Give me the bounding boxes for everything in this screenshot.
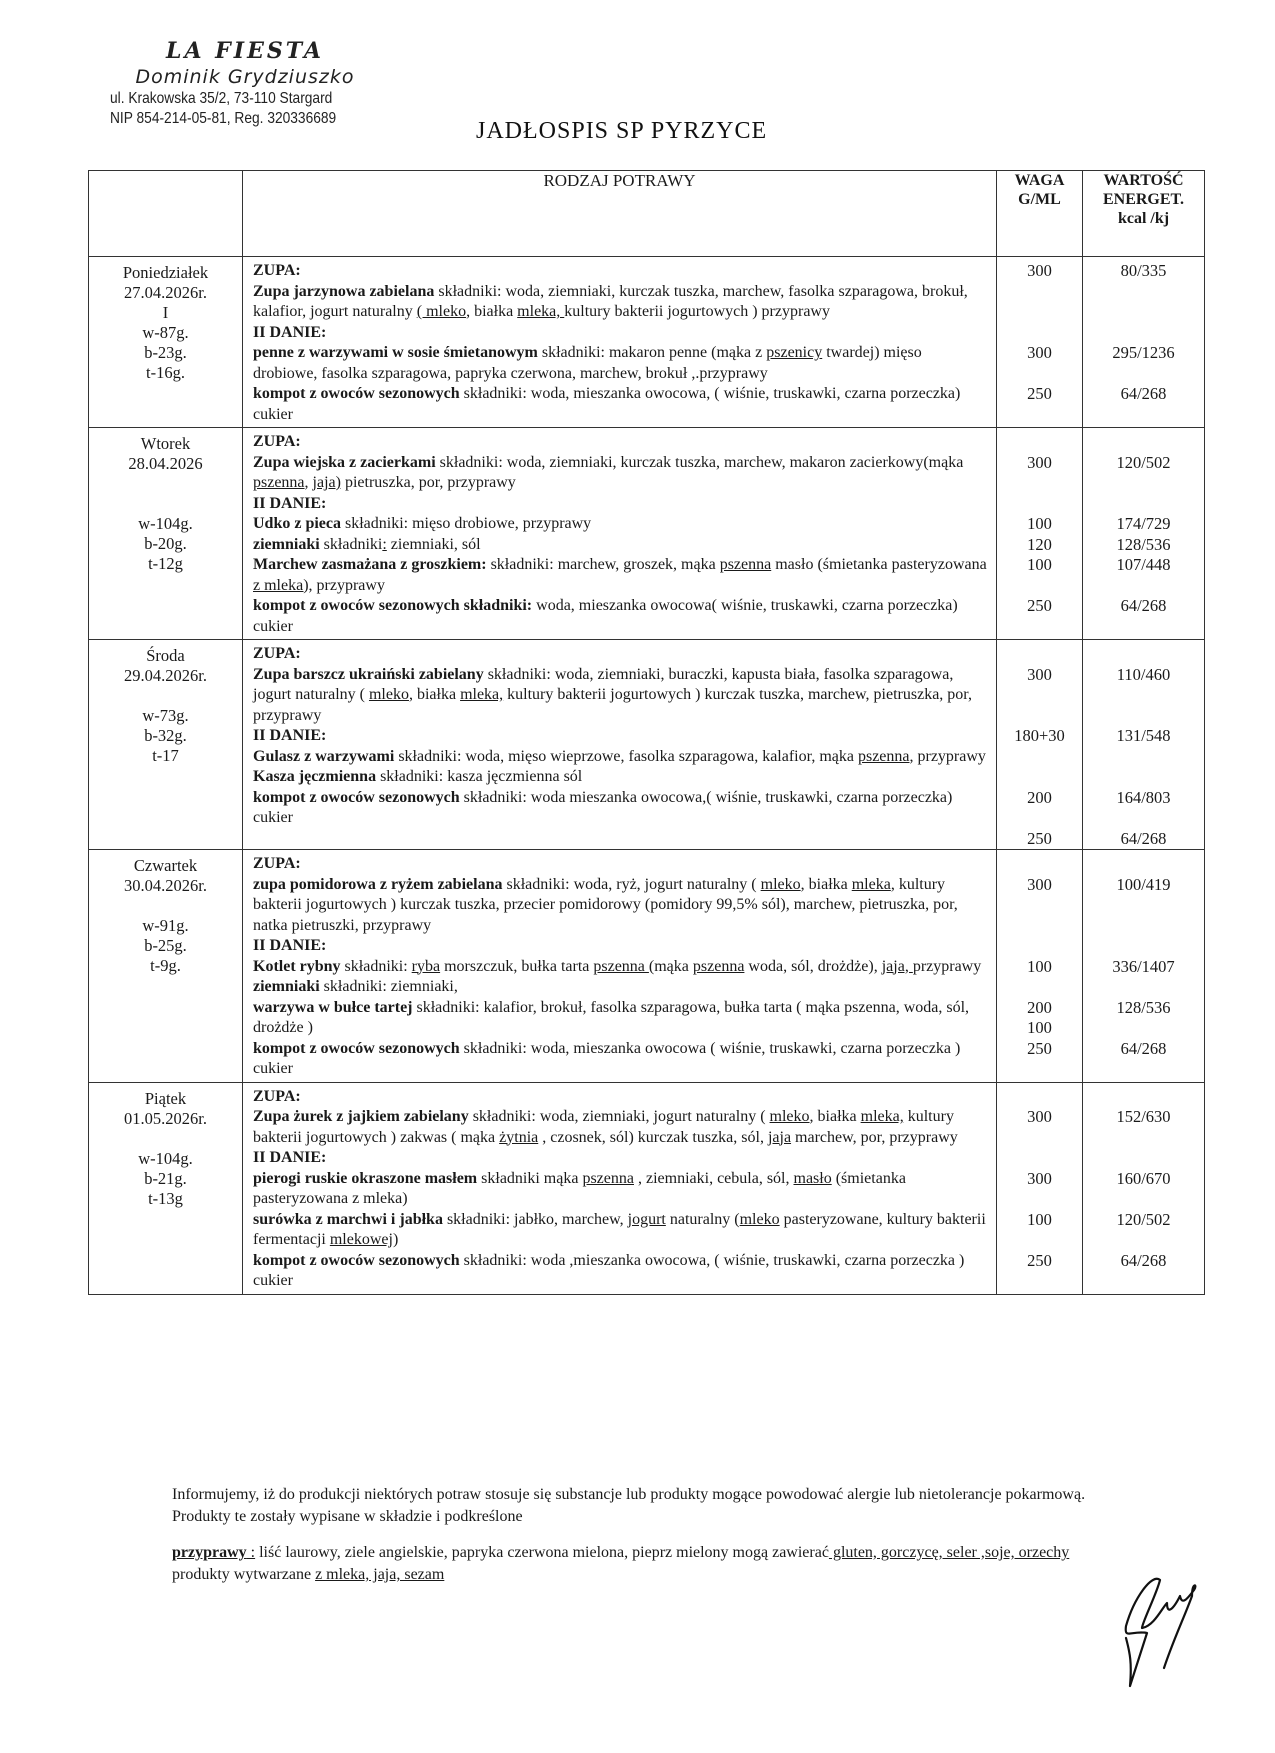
weight-value: 200 (1027, 787, 1052, 807)
day-info-line: t-12g (148, 554, 183, 573)
energy-value: 120/502 (1116, 1209, 1171, 1229)
dish-name: Marchew zasmażana z groszkiem: (253, 556, 487, 573)
dish-item (253, 767, 988, 788)
ingredients: kultury bakterii jogurtowych ) przyprawy (564, 303, 830, 320)
ingredients: , białka (809, 1108, 861, 1125)
energy-value (1083, 644, 1204, 665)
allergen: jaja (767, 1128, 792, 1146)
weight-value (997, 323, 1082, 344)
allergen: mleko (760, 875, 801, 893)
day-info-cell (89, 850, 243, 1083)
day-info-line: w-104g. (138, 514, 193, 533)
dish-item (253, 1251, 988, 1292)
menu-body (89, 257, 1205, 1295)
allergen: jaja, (881, 957, 913, 975)
day-row (89, 1082, 1205, 1294)
dish-item (253, 384, 988, 425)
allergen-footer (172, 1484, 1092, 1600)
energy-value: 160/670 (1116, 1168, 1171, 1188)
day-info-line: 27.04.2026r. (124, 283, 207, 302)
energy-value (1083, 576, 1204, 597)
company-address: ul. Krakowska 35/2, 73-110 Stargard (110, 90, 333, 107)
day-info-line: Środa (146, 646, 185, 665)
dish-name: kompot z owoców sezonowych (253, 1039, 460, 1057)
weight-value (997, 916, 1082, 937)
energy-value (1083, 854, 1204, 875)
spices-colon: : (246, 1544, 256, 1561)
dish-name: Gulasz z warzywami (253, 747, 395, 765)
dish-name: penne z warzywami w sosie śmietanowym (253, 344, 538, 361)
ingredients: składniki: ziemniaki, (319, 978, 458, 995)
weight-value (997, 494, 1082, 515)
day-info-line: t-13g (148, 1188, 183, 1208)
dish-name: kompot z owoców sezonowych składniki: (253, 597, 533, 614)
header-weight-line: WAGA (1014, 172, 1065, 189)
ingredients: ) (392, 1231, 399, 1248)
course-heading: ZUPA: (253, 645, 301, 662)
weight-value (997, 1087, 1082, 1108)
ingredients: (mąka (648, 957, 693, 975)
allergen: jaja) (312, 474, 341, 491)
ingredients: przyprawy (312, 576, 385, 594)
day-info-line: 01.05.2026r. (124, 1108, 207, 1128)
dish-name: Kasza jęczmienna (253, 768, 377, 785)
ingredients: składniki: woda, mieszanka owocowa ( wiśnie, truskawki, czarna porzeczka ) cukier (253, 1039, 961, 1077)
weight-value (997, 302, 1082, 323)
energy-value: 64/268 (1120, 1038, 1167, 1058)
ingredients: składniki: woda, ziemniaki, kurczak tuszka, marchew, fasolka szparagowa, brokuł, kalafior, jogurt naturalny (253, 282, 968, 320)
energy-value (1083, 494, 1204, 515)
course-heading: ZUPA: (253, 433, 301, 450)
owner-name: Dominik Grydziuszko (135, 66, 355, 88)
table-header-row (89, 171, 1205, 257)
ingredients: składniki: woda, ziemniaki, buraczki, kapusta biała, fasolka szparagowa, jogurt naturalny ( (253, 665, 954, 703)
energy-cell (1083, 257, 1205, 428)
weight-value (997, 644, 1082, 665)
day-info-line (89, 474, 242, 494)
weight-value (997, 432, 1082, 453)
energy-cell (1083, 850, 1205, 1083)
ingredients: woda, sól, drożdże), (744, 957, 882, 975)
course-heading: ZUPA: (253, 1087, 301, 1105)
energy-value (1083, 432, 1204, 453)
dish-item (253, 788, 988, 829)
energy-value: 64/268 (1120, 596, 1167, 615)
course-heading: II DANIE: (253, 1149, 327, 1166)
weight-value (997, 1230, 1082, 1251)
dish-name: Zupa żurek z jajkiem zabielany (253, 1108, 469, 1125)
dish-item (253, 998, 988, 1039)
day-row (89, 257, 1205, 428)
weight-value (997, 1189, 1082, 1210)
course-heading: ZUPA: (253, 855, 301, 872)
allergen: pszenicy (766, 344, 823, 361)
dish-name: pierogi ruskie okraszone masłem (253, 1169, 478, 1187)
dish-cell (243, 850, 997, 1083)
dish-cell (243, 257, 997, 428)
header-energy (1083, 171, 1205, 257)
energy-value (1083, 895, 1204, 916)
allergen: mlekowej (329, 1231, 393, 1248)
weight-value: 100 (1027, 514, 1052, 533)
spices-note (172, 1542, 1092, 1586)
weight-value (997, 685, 1082, 706)
ingredients: składniki: marchew, groszek, mąka (486, 556, 720, 573)
ingredients: składniki: woda, ryż, jogurt naturalny ( (502, 875, 761, 893)
energy-value (1083, 282, 1204, 303)
dish-item (253, 453, 988, 494)
energy-value (1083, 808, 1204, 829)
day-info-line: b-25g. (144, 936, 187, 955)
energy-value (1083, 747, 1204, 768)
energy-value: 336/1407 (1112, 956, 1175, 976)
day-row (89, 850, 1205, 1083)
course-heading: ZUPA: (253, 262, 301, 279)
day-info-line: b-21g. (144, 1168, 187, 1188)
allergen: mleka, (460, 686, 504, 703)
allergen: mleka, (860, 1108, 904, 1125)
ingredients: masło (śmietanka pasteryzowana (771, 556, 987, 573)
company-stamp (110, 38, 380, 128)
weight-value: 100 (1027, 1209, 1052, 1229)
day-info-line: Piątek (144, 1088, 187, 1108)
day-info-line (89, 494, 242, 514)
weight-value (997, 895, 1082, 916)
energy-value: 164/803 (1116, 787, 1171, 807)
day-info-cell (89, 1082, 243, 1294)
day-info-line: w-91g. (142, 916, 189, 935)
allergen: pszenna (582, 1169, 634, 1187)
dish-item (253, 596, 988, 637)
weight-cell (997, 428, 1083, 640)
dish-item (253, 957, 988, 978)
course-heading: II DANIE: (253, 727, 327, 744)
day-info-line: 29.04.2026r. (124, 666, 207, 685)
weight-value: 300 (1027, 261, 1052, 280)
weight-value (997, 282, 1082, 303)
dish-item (253, 514, 988, 535)
ingredients: pietruszka, por, przyprawy (340, 474, 516, 491)
day-info-line: Czwartek (133, 856, 198, 875)
ingredients: pasteryzowane, kultury bakterii fermentacji (253, 1210, 986, 1248)
weight-value (997, 854, 1082, 875)
energy-value (1083, 1018, 1204, 1039)
day-info-line (89, 686, 242, 706)
day-info-line: b-32g. (144, 726, 187, 745)
ingredients: , ziemniaki, cebula, sól, (633, 1169, 794, 1187)
weight-cell (997, 257, 1083, 428)
dish-name: Udko z pieca (253, 515, 341, 532)
header-energy-line: ENERGET. (1102, 191, 1185, 208)
header-weight-line: G/ML (1018, 191, 1061, 208)
header-dish-type: RODZAJ POTRAWY (243, 171, 997, 257)
header-energy-line: WARTOŚĆ (1103, 172, 1184, 189)
ingredients: składniki: woda ,mieszanka owocowa, ( wiśnie, truskawki, czarna porzeczka ) cukier (253, 1251, 965, 1289)
dish-name: ziemniaki (253, 535, 320, 553)
ingredients: przyprawy (912, 957, 982, 975)
weight-cell (997, 1082, 1083, 1294)
energy-value (1083, 1148, 1204, 1169)
weight-value (997, 808, 1082, 829)
ingredients: marchew, por, przyprawy (791, 1128, 958, 1146)
header-energy-line: kcal /kj (1117, 210, 1170, 227)
ingredients: składniki mąka (477, 1169, 583, 1187)
energy-value (1083, 916, 1204, 937)
ingredients: twardej) mięso drobiowe, fasolka szparagowa, papryka czerwona, marchew, brokuł ,.przyprawy (253, 344, 922, 382)
day-info-line: b-23g. (144, 343, 187, 362)
ingredients: kultury bakterii jogurtowych ) kurczak tuszka, marchew, pietruszka, por, przyprawy (253, 686, 972, 724)
header-weight (997, 171, 1083, 257)
energy-value (1083, 364, 1204, 385)
energy-value (1083, 1128, 1204, 1149)
weight-cell (997, 640, 1083, 850)
energy-value: 128/536 (1116, 997, 1171, 1017)
ingredients: ziemniaki, sól (386, 535, 481, 553)
allergen: : (382, 535, 387, 553)
energy-value: 64/268 (1120, 384, 1167, 403)
weight-cell (997, 850, 1083, 1083)
weight-value: 100 (1027, 956, 1052, 976)
ingredients: składniki: woda, mieszanka owocowa, ( wiśnie, truskawki, czarna porzeczka) cukier (253, 385, 961, 423)
ingredients: , białka (466, 303, 518, 320)
weight-value (997, 576, 1082, 597)
energy-value: 100/419 (1116, 874, 1171, 894)
weight-value: 250 (1027, 1038, 1052, 1058)
energy-value: 174/729 (1116, 514, 1171, 533)
energy-value (1083, 1087, 1204, 1108)
day-info-line: 28.04.2026 (128, 454, 203, 473)
allergen: pszenna (857, 747, 910, 765)
allergen-notice: Informujemy, iż do produkcji niektórych potraw stosuje się substancje lub produkty mogące powodować alergie lub nietolerancje pokarmową. Produkty te zostały wypisane w składzie i podkreślone (172, 1486, 1086, 1525)
weight-value: 200 (1027, 997, 1052, 1017)
dish-item (253, 665, 988, 727)
allergen: pszenna (253, 474, 305, 491)
ingredients: składniki: woda, ziemniaki, jogurt naturalny ( (468, 1108, 770, 1125)
day-info-line (89, 896, 242, 916)
weight-value (997, 473, 1082, 494)
allergen: ( mleko (416, 303, 467, 320)
dish-item (253, 1169, 988, 1210)
weight-value: 250 (1027, 1250, 1052, 1270)
energy-value: 131/548 (1116, 726, 1171, 745)
energy-value: 128/536 (1116, 534, 1171, 554)
energy-value (1083, 323, 1204, 344)
allergen: masło (793, 1169, 832, 1187)
energy-value: 295/1236 (1112, 343, 1175, 362)
ingredients: składniki: jabłko, marchew, (442, 1210, 628, 1228)
allergen: mleka, (517, 303, 565, 320)
dish-item (253, 535, 988, 556)
ingredients: woda, mieszanka owocowa( wiśnie, truskawki, czarna porzeczka) cukier (253, 597, 958, 635)
day-info-line (89, 1129, 242, 1149)
energy-value (1083, 1189, 1204, 1210)
allergens-list-2: z mleka, jaja, sezam (315, 1566, 445, 1583)
ingredients: kultury bakterii jogurtowych ) zakwas ( mąka (253, 1108, 954, 1146)
ingredients: , kultury bakterii jogurtowych ) kurczak tuszka, przecier pomidorowy (pomidory 99,5% sól), marchew, pietruszka, por, natka pietruszki, przyprawy (253, 875, 958, 934)
weight-value: 300 (1027, 1107, 1052, 1126)
allergen: mleka (851, 875, 891, 893)
weight-value: 100 (1027, 1018, 1052, 1037)
energy-value (1083, 706, 1204, 727)
energy-value: 107/448 (1116, 555, 1171, 574)
allergen: jogurt (627, 1210, 666, 1228)
day-info-line: w-87g. (142, 323, 189, 342)
energy-value: 80/335 (1120, 261, 1167, 280)
ingredients: naturalny ( (665, 1210, 740, 1228)
weight-value (997, 936, 1082, 957)
energy-cell (1083, 640, 1205, 850)
ingredients: składniki: kalafior, brokuł, fasolka szparagowa, bułka tarta ( mąka pszenna, woda, sól, drożdże ) (253, 998, 970, 1036)
energy-value: 152/630 (1116, 1107, 1171, 1126)
energy-value (1083, 936, 1204, 957)
dish-item (253, 555, 988, 596)
day-info-line: Poniedziałek (122, 263, 209, 282)
day-info-line: w-104g. (138, 1148, 193, 1168)
ingredients: składniki: makaron penne (mąka z (537, 344, 767, 361)
dish-item (253, 343, 988, 384)
company-registry: NIP 854-214-05-81, Reg. 320336689 (110, 110, 337, 127)
weight-value: 250 (1027, 384, 1052, 403)
weight-value: 100 (1027, 555, 1052, 574)
document-title: JADŁOSPIS SP PYRZYCE (476, 118, 768, 144)
dish-item (253, 747, 988, 768)
weight-value: 250 (1027, 596, 1052, 615)
allergens-list: gluten, gorczycę, seler ,soje, orzechy (828, 1544, 1070, 1561)
allergen: żytnia (499, 1128, 539, 1146)
dish-name: warzywa w bułce tartej (253, 998, 413, 1016)
course-heading: II DANIE: (253, 494, 327, 512)
ingredients: , białka (408, 686, 461, 703)
dish-item (253, 977, 988, 998)
dish-cell (243, 1082, 997, 1294)
dish-name: kompot z owoców sezonowych (253, 385, 460, 402)
dish-name: Kotlet rybny (253, 957, 341, 975)
weight-value: 300 (1027, 343, 1052, 362)
ingredients: składniki: kasza jęczmienna sól (376, 768, 583, 785)
ingredients: , (304, 474, 313, 491)
dish-name: kompot z owoców sezonowych (253, 788, 460, 806)
header-day (89, 171, 243, 257)
ingredients: morszczuk, bułka tarta (440, 957, 594, 975)
dish-item (253, 282, 988, 323)
weight-value (997, 1128, 1082, 1149)
weight-value: 180+30 (1014, 726, 1065, 745)
ingredients: składniki: (340, 957, 412, 975)
dish-name: Zupa barszcz ukraiński zabielany (253, 665, 484, 683)
day-info-line: 30.04.2026r. (124, 876, 207, 895)
weight-value (997, 977, 1082, 998)
spices-text-2: produkty wytwarzane (172, 1566, 316, 1583)
allergen: ryba (411, 957, 441, 975)
dish-item (253, 1107, 988, 1148)
dish-name: zupa pomidorowa z ryżem zabielana (253, 875, 503, 893)
allergen: pszenna (692, 957, 745, 975)
allergen: pszenna (719, 556, 772, 573)
energy-value: 64/268 (1120, 1250, 1167, 1270)
ingredients: składniki (319, 535, 383, 553)
ingredients: składniki: woda, ziemniaki, kurczak tuszka, marchew, makaron zacierkowy(mąka (435, 453, 964, 471)
day-info-cell (89, 640, 243, 850)
day-info-line: Wtorek (140, 434, 191, 453)
energy-value (1083, 767, 1204, 788)
day-info-line: t-17 (152, 746, 179, 765)
energy-value: 120/502 (1116, 452, 1171, 472)
spices-text: liść laurowy, ziele angielskie, papryka czerwona mielona, pieprz mielony mogą zawierać (255, 1544, 829, 1561)
course-heading: II DANIE: (253, 323, 327, 341)
dish-item (253, 1039, 988, 1080)
ingredients: składniki: woda mieszanka owocowa,( wiśnie, truskawki, czarna porzeczka) cukier (253, 788, 953, 826)
dish-name: ziemniaki (253, 978, 320, 995)
dish-item (253, 875, 988, 937)
ingredients: (śmietanka pasteryzowana z mleka) (253, 1169, 906, 1207)
weight-value (997, 767, 1082, 788)
dish-cell (243, 428, 997, 640)
company-name: LA FIESTA (165, 38, 324, 64)
ingredients: , przyprawy (909, 747, 986, 765)
day-row (89, 428, 1205, 640)
day-info-cell (89, 428, 243, 640)
dish-name: surówka z marchwi i jabłka (253, 1210, 443, 1228)
allergen: pszenna (593, 957, 649, 975)
ingredients: składniki: woda, mięso wieprzowe, fasolka szparagowa, kalafior, mąka (394, 747, 858, 765)
energy-value: 110/460 (1116, 664, 1171, 684)
energy-value (1083, 302, 1204, 323)
allergen: mleko (739, 1210, 780, 1228)
day-row (89, 640, 1205, 850)
course-heading: II DANIE: (253, 937, 327, 954)
energy-value: 64/268 (1120, 828, 1167, 848)
day-info-line: t-16g. (146, 363, 185, 382)
weight-value: 300 (1027, 452, 1052, 472)
weight-value (997, 1148, 1082, 1169)
dish-item (253, 1210, 988, 1251)
weight-value: 300 (1027, 664, 1052, 684)
allergen: mleko (368, 686, 409, 703)
weight-value (997, 747, 1082, 768)
energy-value (1083, 977, 1204, 998)
dish-name: Zupa jarzynowa zabielana (253, 282, 435, 300)
weight-value: 250 (1027, 828, 1052, 848)
spices-label: przyprawy (172, 1544, 247, 1561)
allergen: z mleka), (253, 576, 313, 594)
energy-value (1083, 473, 1204, 494)
allergen: mleko (769, 1108, 810, 1125)
menu-table (88, 170, 1205, 1295)
day-info-line: I (162, 303, 169, 322)
dish-name: kompot z owoców sezonowych (253, 1251, 460, 1269)
ingredients: , białka (800, 875, 852, 893)
energy-cell (1083, 1082, 1205, 1294)
energy-value (1083, 685, 1204, 706)
energy-value (1083, 1230, 1204, 1251)
day-info-cell (89, 257, 243, 428)
day-info-line: w-73g. (142, 706, 189, 725)
weight-value: 300 (1027, 1168, 1052, 1188)
energy-cell (1083, 428, 1205, 640)
ingredients: , czosnek, sól) kurczak tuszka, sól, (538, 1128, 768, 1146)
ingredients: składniki: mięso drobiowe, przyprawy (341, 515, 592, 532)
day-info-line: t-9g. (150, 956, 181, 975)
weight-value: 300 (1027, 874, 1052, 894)
dish-cell (243, 640, 997, 850)
day-info-line: b-20g. (144, 534, 187, 553)
weight-value: 120 (1027, 534, 1052, 554)
weight-value (997, 706, 1082, 727)
weight-value (997, 364, 1082, 385)
signature-icon (1112, 1568, 1222, 1698)
dish-name: Zupa wiejska z zacierkami (253, 453, 436, 471)
